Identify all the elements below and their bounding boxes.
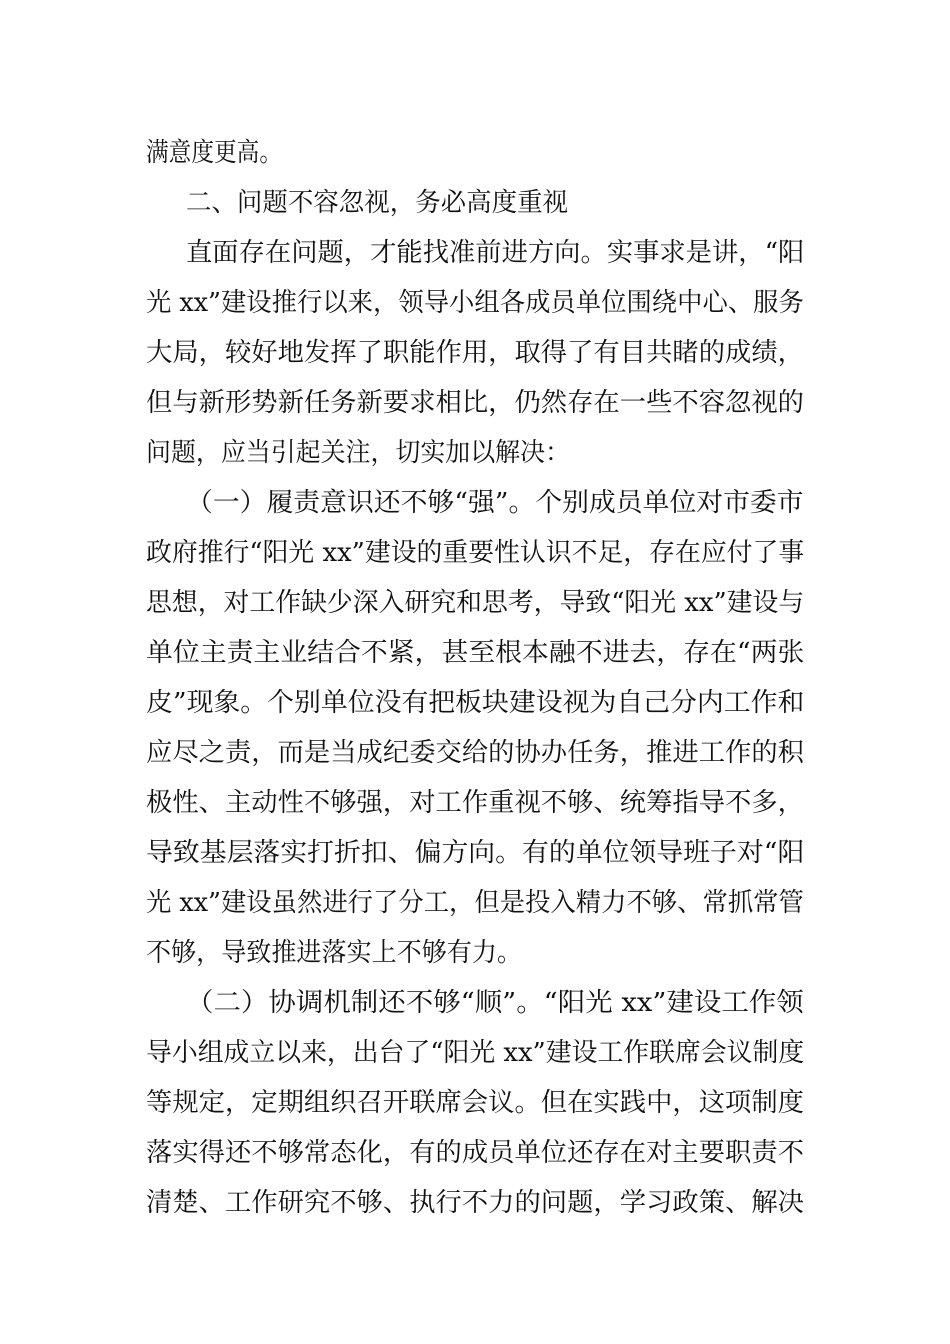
text-line-content: 不够，导致推进落实上不够有力。 bbox=[146, 938, 523, 968]
text-line-content: 但与新形势新任务新要求相比，仍然存在一些不容忽视的 bbox=[146, 388, 805, 418]
text-line bbox=[0, 728, 950, 778]
text-line-content: 皮”现象。个别单位没有把板块建设视为自己分内工作和 bbox=[146, 688, 805, 718]
text-line bbox=[0, 1128, 950, 1178]
text-line-content: 单位主责主业结合不紧，甚至根本融不进去，存在“两张 bbox=[146, 638, 805, 668]
text-line bbox=[0, 528, 950, 578]
text-line-content: 大局，较好地发挥了职能作用，取得了有目共睹的成绩， bbox=[146, 338, 805, 368]
text-line bbox=[0, 128, 950, 178]
text-line bbox=[0, 478, 950, 528]
text-line bbox=[0, 628, 950, 678]
text-line bbox=[0, 1028, 950, 1078]
text-line bbox=[0, 378, 950, 428]
text-line-content: 应尽之责，而是当成纪委交给的协办任务，推进工作的积 bbox=[146, 738, 805, 768]
text-line bbox=[0, 1078, 950, 1128]
text-line-content: 极性、主动性不够强，对工作重视不够、统筹指导不多， bbox=[146, 788, 805, 818]
text-line-content: 导小组成立以来，出台了“阳光 xx”建设工作联席会议制度 bbox=[146, 1038, 805, 1068]
text-line-content: 导致基层落实打折扣、偏方向。有的单位领导班子对“阳 bbox=[146, 838, 805, 868]
text-line bbox=[0, 228, 950, 278]
text-line-content: （一）履责意识还不够“强”。个别成员单位对市委市 bbox=[186, 488, 804, 518]
text-line-content: 满意度更高。 bbox=[146, 138, 283, 168]
text-line bbox=[0, 278, 950, 328]
text-line-content: 直面存在问题，才能找准前进方向。实事求是讲，“阳 bbox=[186, 238, 805, 268]
section-heading bbox=[0, 178, 950, 228]
text-line bbox=[0, 928, 950, 978]
text-line bbox=[0, 678, 950, 728]
text-line bbox=[0, 778, 950, 828]
text-line-content: 光 xx”建设虽然进行了分工，但是投入精力不够、常抓常管 bbox=[146, 888, 804, 918]
text-line-content: 落实得还不够常态化，有的成员单位还存在对主要职责不 bbox=[146, 1138, 805, 1168]
text-line-content: 思想，对工作缺少深入研究和思考，导致“阳光 xx”建设与 bbox=[146, 588, 805, 618]
text-line-content: 等规定，定期组织召开联席会议。但在实践中，这项制度 bbox=[146, 1088, 805, 1118]
text-line bbox=[0, 328, 950, 378]
text-line bbox=[0, 828, 950, 878]
section-heading-text: 二、问题不容忽视，务必高度重视 bbox=[186, 188, 569, 218]
text-line-content: 政府推行“阳光 xx”建设的重要性认识不足，存在应付了事 bbox=[146, 538, 805, 568]
text-line-content: 问题，应当引起关注，切实加以解决： bbox=[146, 438, 571, 468]
text-line bbox=[0, 978, 950, 1028]
text-line-content: （二）协调机制还不够“顺”。“阳光 xx”建设工作领 bbox=[186, 988, 804, 1018]
text-line-content: 光 xx”建设推行以来，领导小组各成员单位围绕中心、服务 bbox=[146, 288, 804, 318]
text-line-content: 清楚、工作研究不够、执行不力的问题，学习政策、解决 bbox=[146, 1188, 805, 1218]
text-line bbox=[0, 1178, 950, 1228]
text-line bbox=[0, 578, 950, 628]
text-line bbox=[0, 878, 950, 928]
text-line bbox=[0, 428, 950, 478]
